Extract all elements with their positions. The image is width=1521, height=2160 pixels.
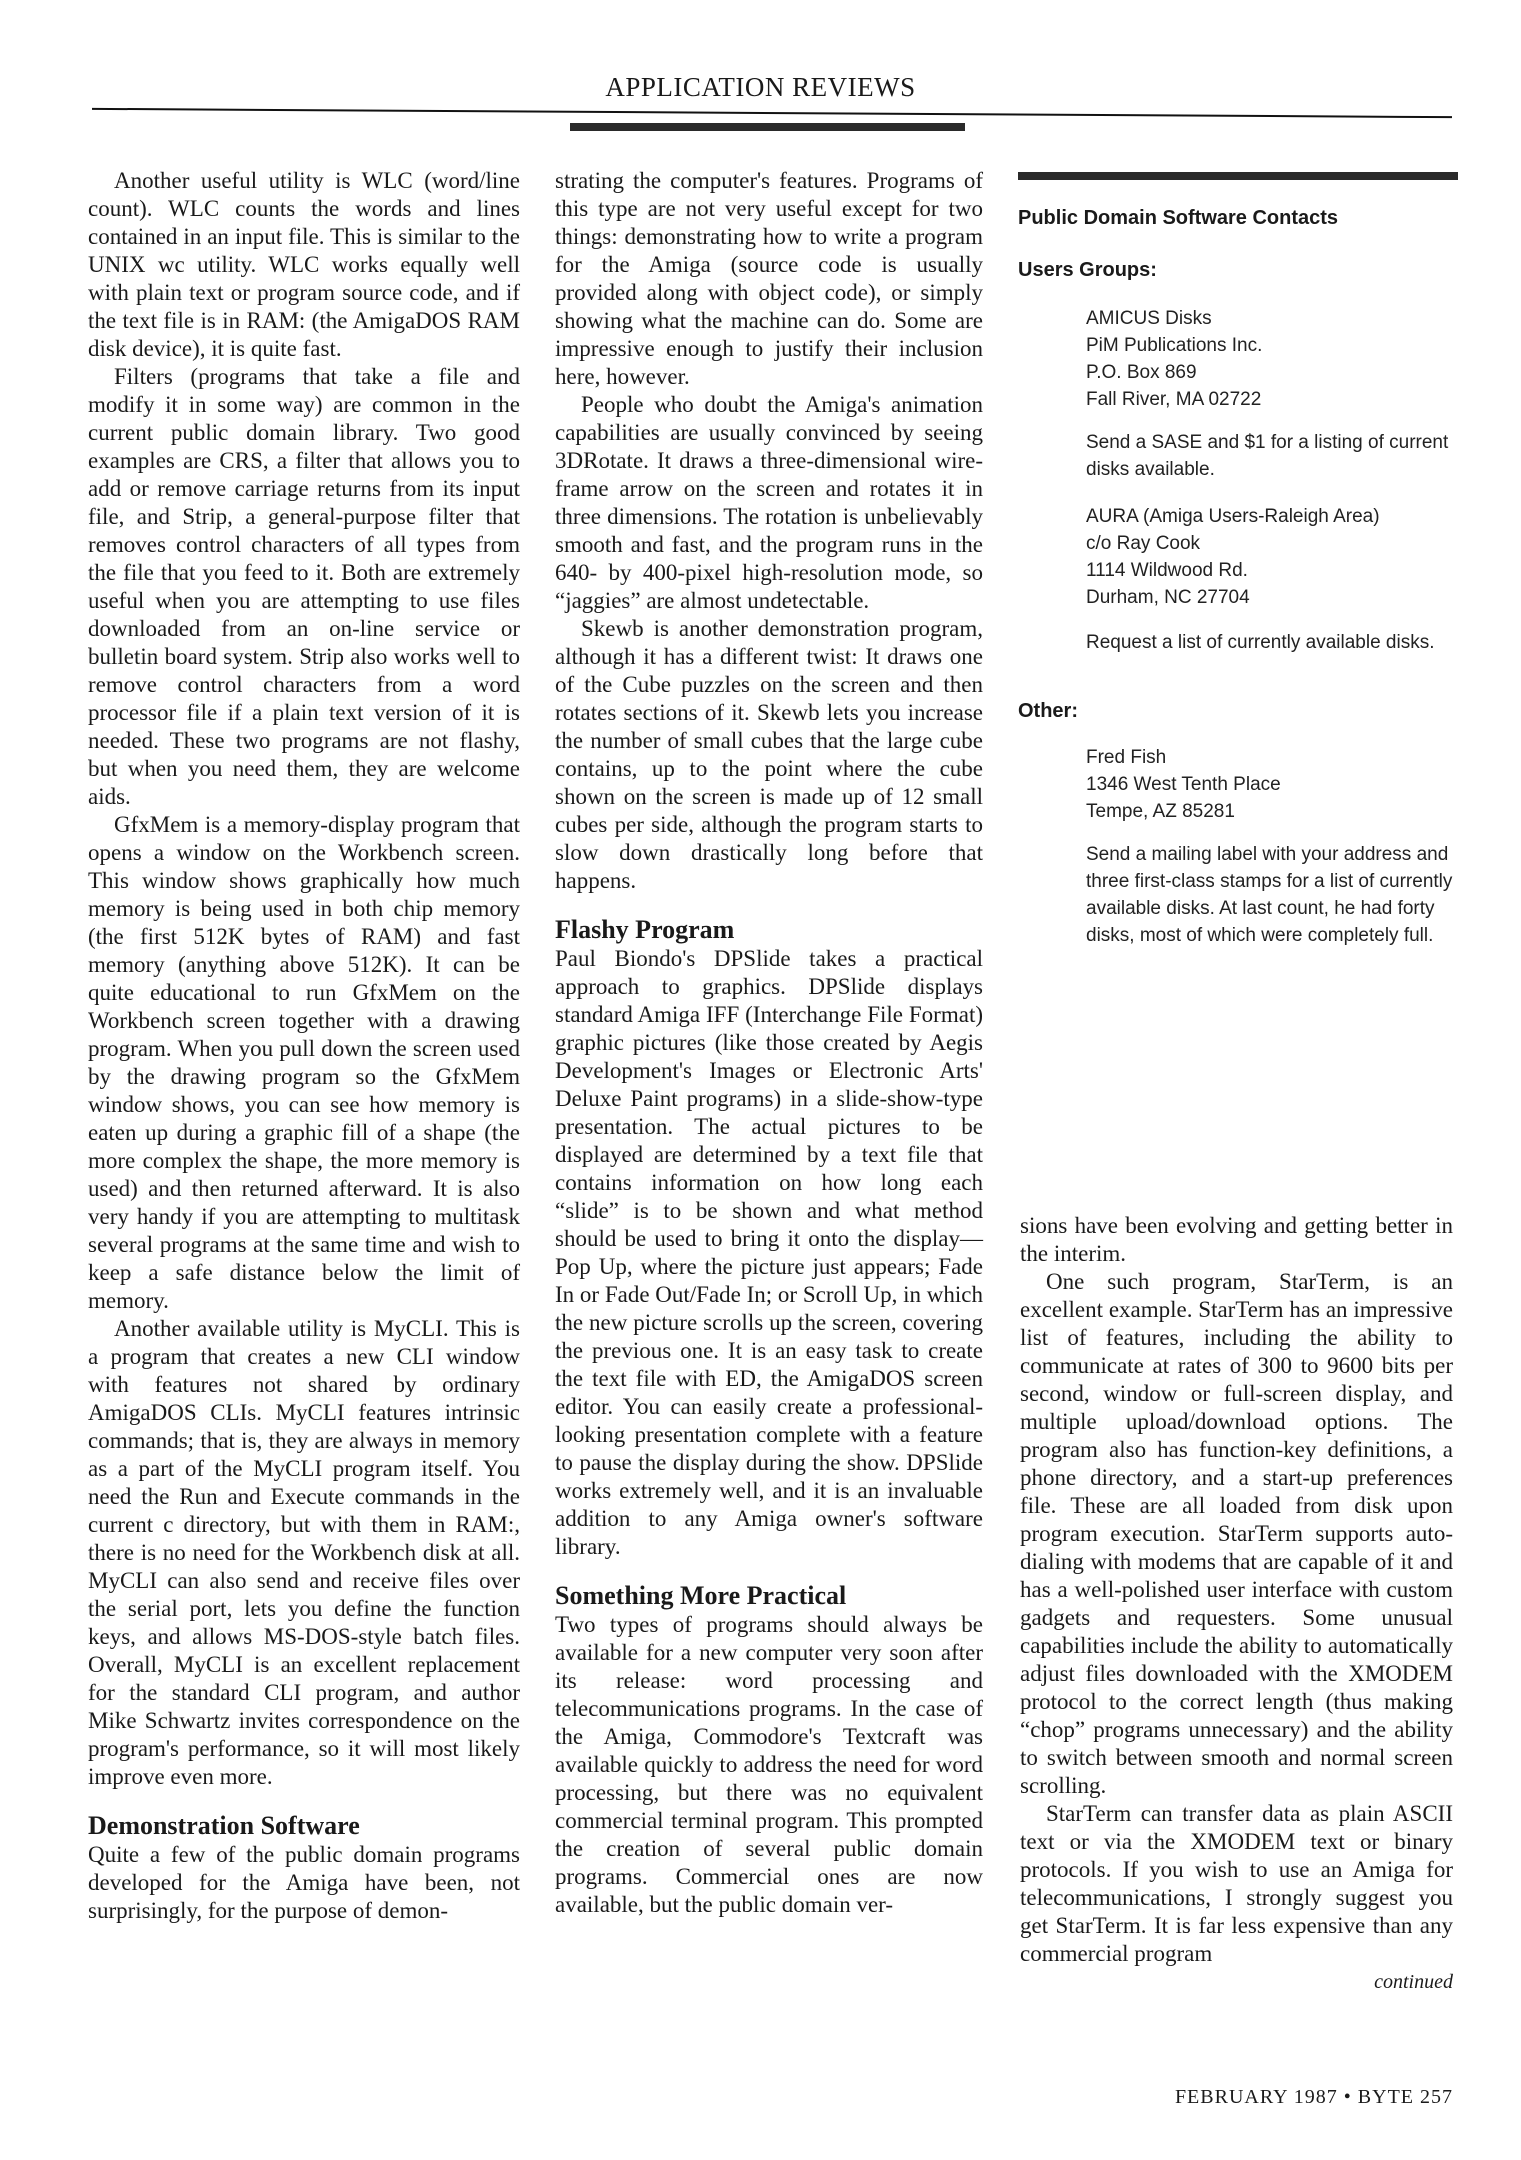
page-footer: FEBRUARY 1987 • BYTE 257 [1174,2086,1453,2108]
paragraph: Skewb is another demonstration program, although it has a different twist: It draws one of the Cube puzzles on the screen and then rotates sections of it. Skewb lets you increase the number of small cubes that the large cube contains, up to the point where the cube shown on the screen is made up of 12 small cubes per side, although the program starts to slow down drastically long before that happens. [555,616,983,893]
section-heading: Demonstration Software [88,1811,360,1840]
contact-line: Durham, NC 27704 [1086,587,1250,608]
column-1 [88,167,520,1925]
section-heading: Flashy Program [555,915,735,944]
paragraph: strating the computer's features. Programs of this type are not very useful except for two things: demonstrating how to write a program for the Amiga (source code is usually provided along with object code), or simply showing what the machine can do. Some are impressive enough to justify their inclusion here, however. [555,168,983,389]
sidebar-title: Public Domain Software Contacts [1018,207,1339,229]
column-2 [555,167,983,1919]
header-rule [92,108,1452,118]
users-groups-heading: Users Groups: [1018,259,1157,281]
section-header: APPLICATION REVIEWS [605,72,916,102]
contact-line: 1346 West Tenth Place [1086,774,1281,795]
paragraph: Two types of programs should always be available for a new computer very soon after its release: word processing and telecommunications programs. In the case of the Amiga, Commodore's Textcraft was available quickly to address the need for word processing, but there was no equivalent commercial terminal program. This prompted the creation of several public domain programs. Commercial ones are now available, but the public domain ver- [555,1612,983,1917]
contact-aura [1086,503,1458,656]
contact-line: Fall River, MA 02722 [1086,389,1262,410]
column-3 [1020,1212,1453,1996]
contact-fish [1086,744,1458,949]
paragraph: Another available utility is MyCLI. This is a program that creates a new CLI window with features not shared by ordinary AmigaDOS CLIs. MyCLI features intrinsic commands; that is, they are always in memory as a part of the MyCLI program itself. You need the Run and Execute commands in the current c directory, but with them in RAM:, there is no need for the Workbench disk at all. MyCLI can also send and receive files over the serial port, lets you define the function keys, and allows MS-DOS-style batch files. Overall, MyCLI is an excellent replacement for the standard CLI program, and author Mike Schwartz invites correspondence on the program's performance, so it will most likely improve even more. [88,1316,520,1789]
contact-note: Request a list of currently available disks. [1086,632,1435,653]
paragraph: GfxMem is a memory-display program that opens a window on the Workbench screen. This window shows graphically how much memory is being used in both chip memory (the first 512K bytes of RAM) and fast memory (anything above 512K). It can be quite educational to run GfxMem on the Workbench screen together with a drawing program. When you pull down the screen used by the drawing program so the GfxMem window shows, you can see how memory is eaten up during a graphic fill of a shape (the more complex the shape, the more memory is used) and then returned afterward. It is also very handy if you are attempting to multitask several programs at the same time and wish to keep a safe distance below the limit of memory. [88,812,520,1313]
contact-line: c/o Ray Cook [1086,533,1201,554]
paragraph: StarTerm can transfer data as plain ASCII text or via the XMODEM text or binary protocols. If you wish to use an Amiga for telecommunications, I strongly suggest you get StarTerm. It is far less expensive than any commercial program [1020,1801,1453,1966]
paragraph: One such program, StarTerm, is an excellent example. StarTerm has an impressive list of features, including the ability to communicate at rates of 300 to 9600 bits per second, window or full-screen display, and multiple upload/download options. The program also has function-key definitions, a phone directory, and a start-up preferences file. These are all loaded from disk upon program execution. StarTerm supports auto-dialing with modems that are capable of it and has a well-polished user interface with custom gadgets and requesters. Some unusual capabilities include the ability to automatically adjust files downloaded with the XMODEM protocol to the correct length (thus making “chop” programs unnecessary) and the ability to switch between smooth and normal screen scrolling. [1020,1269,1453,1798]
contact-line: P.O. Box 869 [1086,362,1197,383]
paragraph: Filters (programs that take a file and modify it in some way) are common in the current public domain library. Two good examples are CRS, a filter that allows you to add or remove carriage returns from its input file, and Strip, a general-purpose filter that removes control characters of all types from the file that you feed to it. Both are extremely useful when you are attempting to use files downloaded from an on-line service or bulletin board system. Strip also works well to remove control characters from a word processor file if a plain text version of it is needed. These two programs are not flashy, but when you need them, they are welcome aids. [88,364,520,809]
paragraph: People who doubt the Amiga's animation capabilities are usually convinced by seeing 3DRotate. It draws a three-dimensional wire-frame arrow on the screen and rotates it in three dimensions. The rotation is unbelievably smooth and fast, and the program runs in the 640- by 400-pixel high-resolution mode, so “jaggies” are almost undetectable. [555,392,983,613]
contact-line: AMICUS Disks [1086,308,1212,329]
sidebar-contacts [1018,205,1458,949]
paragraph: Quite a few of the public domain programs developed for the Amiga have been, not surprisingly, for the purpose of demon- [88,1842,520,1923]
paragraph: sions have been evolving and getting better in the interim. [1020,1213,1453,1266]
section-heading: Something More Practical [555,1581,847,1610]
paragraph: Paul Biondo's DPSlide takes a practical approach to graphics. DPSlide displays standard Amiga IFF (Interchange File Format) graphic pictures (like those created by Aegis Development's Images or Electronic Arts' Deluxe Paint programs) in a slide-show-type presentation. The actual pictures to be displayed are determined by a text file that contains information on how long each “slide” is to be shown and what method should be used to bring it onto the display—Pop Up, where the picture just appears; Fade In or Fade Out/Fade In; or Scroll Up, in which the new picture scrolls up the screen, covering the previous one. It is an easy task to create the text file with ED, the AmigaDOS screen editor. You can easily create a professional-looking presentation complete with a feature to pause the display during the show. DPSlide works extremely well, and it is an invaluable addition to any Amiga owner's software library. [555,946,983,1559]
contact-amicus [1086,305,1458,483]
other-heading: Other: [1018,700,1078,722]
contact-line: 1114 Wildwood Rd. [1086,560,1248,581]
paragraph: Another useful utility is WLC (word/line count). WLC counts the words and lines contained in an input file. This is similar to the UNIX wc utility. WLC works equally well with plain text or program source code, and if the text file is in RAM: (the AmigaDOS RAM disk device), it is quite fast. [88,168,520,361]
sidebar-bar [1018,172,1458,180]
contact-note: Send a SASE and $1 for a listing of current disks available. [1086,432,1449,480]
header-bar [570,123,965,131]
contact-line: Fred Fish [1086,747,1167,768]
contact-line: PiM Publications Inc. [1086,335,1263,356]
continued-label: continued [1374,1971,1453,1993]
contact-line: Tempe, AZ 85281 [1086,801,1235,822]
contact-line: AURA (Amiga Users-Raleigh Area) [1086,506,1380,527]
contact-note: Send a mailing label with your address and three first-class stamps for a list of currently available disks. At last count, he had forty disks, most of which were completely full. [1086,844,1453,946]
